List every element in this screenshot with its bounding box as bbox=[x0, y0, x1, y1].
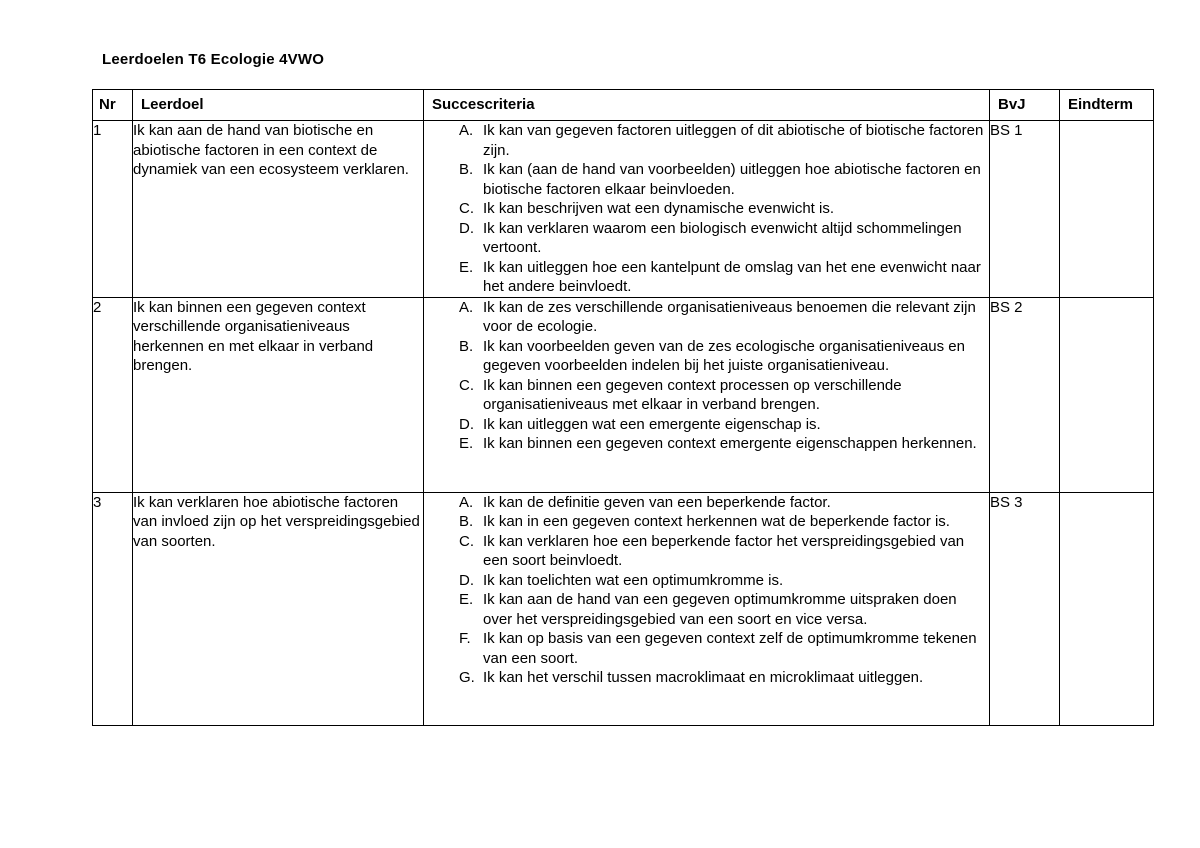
criterion-item bbox=[424, 629, 989, 668]
criterion-item bbox=[424, 434, 989, 454]
leerdoel-cell: Ik kan binnen een gegeven context verschillende organisatieniveaus herkennen en met elkaar in verband brengen. bbox=[133, 297, 424, 492]
criterion-item bbox=[424, 376, 989, 415]
criterion-letter: B. bbox=[459, 161, 474, 178]
criterion-text: Ik kan (aan de hand van voorbeelden) uitleggen hoe abiotische factoren en biotische factoren elkaar beinvloeden. bbox=[483, 161, 981, 198]
criteria-list bbox=[424, 493, 989, 688]
criterion-text: Ik kan de definitie geven van een beperkende factor. bbox=[483, 493, 831, 511]
criterion-item bbox=[424, 532, 989, 571]
criteria-list bbox=[424, 298, 989, 454]
criterion-text: Ik kan binnen een gegeven context processen op verschillende organisatieniveaus met elkaar in verband brengen. bbox=[483, 376, 902, 413]
row-number: 3 bbox=[93, 492, 133, 725]
table-row bbox=[93, 492, 1154, 725]
criterion-item bbox=[424, 415, 989, 435]
succescriteria-cell bbox=[424, 121, 990, 298]
criterion-text: Ik kan voorbeelden geven van de zes ecologische organisatieniveaus en gegeven voorbeelden indelen bij het juiste organisatieniveau. bbox=[483, 337, 965, 374]
criterion-letter: B. bbox=[459, 513, 474, 530]
leerdoel-cell: Ik kan verklaren hoe abiotische factoren van invloed zijn op het verspreidingsgebied van soorten. bbox=[133, 492, 424, 725]
criterion-letter: B. bbox=[459, 337, 474, 355]
criterion-text: Ik kan toelichten wat een optimumkromme is. bbox=[483, 571, 784, 589]
table-row bbox=[93, 297, 1154, 492]
criterion-text: Ik kan op basis van een gegeven context zelf de optimumkromme tekenen van een soort. bbox=[483, 630, 977, 667]
leerdoel-cell: Ik kan aan de hand van biotische en abiotische factoren in een context de dynamiek van een ecosysteem verklaren. bbox=[133, 121, 424, 298]
header-row bbox=[93, 90, 1154, 121]
criterion-item bbox=[424, 219, 989, 258]
criterion-item bbox=[424, 512, 989, 532]
criterion-letter: D. bbox=[459, 571, 474, 589]
learning-goals-table bbox=[92, 89, 1154, 726]
criterion-text: Ik kan van gegeven factoren uitleggen of dit abiotische of biotische factoren zijn. bbox=[483, 122, 984, 159]
bvj-cell: BS 2 bbox=[990, 297, 1060, 492]
succescriteria-cell bbox=[424, 297, 990, 492]
criterion-letter: A. bbox=[459, 493, 474, 511]
bvj-cell: BS 3 bbox=[990, 492, 1060, 725]
criterion-item bbox=[424, 493, 989, 513]
criterion-item bbox=[424, 160, 989, 199]
bvj-cell: BS 1 bbox=[990, 121, 1060, 298]
row-number: 1 bbox=[93, 121, 133, 298]
criterion-letter: E. bbox=[459, 591, 474, 608]
criterion-text: Ik kan het verschil tussen macroklimaat en microklimaat uitleggen. bbox=[483, 669, 924, 686]
criterion-letter: A. bbox=[459, 122, 474, 139]
criterion-letter: C. bbox=[459, 376, 474, 394]
criterion-letter: A. bbox=[459, 298, 474, 316]
criterion-text: Ik kan in een gegeven context herkennen wat de beperkende factor is. bbox=[483, 513, 950, 530]
eindterm-cell bbox=[1060, 121, 1154, 298]
criterion-item bbox=[424, 668, 989, 688]
criterion-item bbox=[424, 199, 989, 219]
header-leerdoel: Leerdoel bbox=[133, 90, 424, 121]
criterion-text: Ik kan aan de hand van een gegeven optimumkromme uitspraken doen over het verspreidingsgebied van een soort en vice versa. bbox=[483, 591, 957, 628]
criterion-letter: G. bbox=[459, 669, 475, 686]
criterion-letter: F. bbox=[459, 630, 471, 647]
table-row bbox=[93, 121, 1154, 298]
criterion-letter: D. bbox=[459, 415, 474, 433]
row-number: 2 bbox=[93, 297, 133, 492]
criterion-letter: D. bbox=[459, 219, 474, 237]
criterion-item bbox=[424, 298, 989, 337]
criterion-letter: E. bbox=[459, 258, 474, 276]
document-title: Leerdoelen T6 Ecologie 4VWO bbox=[102, 51, 325, 68]
criterion-letter: C. bbox=[459, 200, 474, 217]
header-bvj: BvJ bbox=[990, 90, 1060, 121]
header-nr: Nr bbox=[93, 90, 133, 121]
eindterm-cell bbox=[1060, 297, 1154, 492]
criterion-item bbox=[424, 337, 989, 376]
criteria-list bbox=[424, 121, 989, 297]
criterion-text: Ik kan verklaren waarom een biologisch evenwicht altijd schommelingen vertoont. bbox=[483, 219, 962, 256]
criterion-letter: E. bbox=[459, 435, 474, 452]
criterion-item bbox=[424, 590, 989, 629]
header-eindterm: Eindterm bbox=[1060, 90, 1154, 121]
criterion-item bbox=[424, 121, 989, 160]
criterion-text: Ik kan de zes verschillende organisatieniveaus benoemen die relevant zijn voor de ecologie. bbox=[483, 298, 976, 335]
criterion-text: Ik kan beschrijven wat een dynamische evenwicht is. bbox=[483, 200, 835, 217]
criterion-text: Ik kan uitleggen hoe een kantelpunt de omslag van het ene evenwicht naar het andere beinvloedt. bbox=[483, 258, 981, 295]
eindterm-cell bbox=[1060, 492, 1154, 725]
criterion-item bbox=[424, 258, 989, 297]
header-succescriteria: Succescriteria bbox=[424, 90, 990, 121]
criterion-text: Ik kan binnen een gegeven context emergente eigenschappen herkennen. bbox=[483, 435, 977, 452]
criterion-item bbox=[424, 571, 989, 591]
criterion-letter: C. bbox=[459, 532, 474, 550]
succescriteria-cell bbox=[424, 492, 990, 725]
criterion-text: Ik kan uitleggen wat een emergente eigenschap is. bbox=[483, 415, 821, 433]
criterion-text: Ik kan verklaren hoe een beperkende factor het verspreidingsgebied van een soort beinvloedt. bbox=[483, 532, 965, 569]
